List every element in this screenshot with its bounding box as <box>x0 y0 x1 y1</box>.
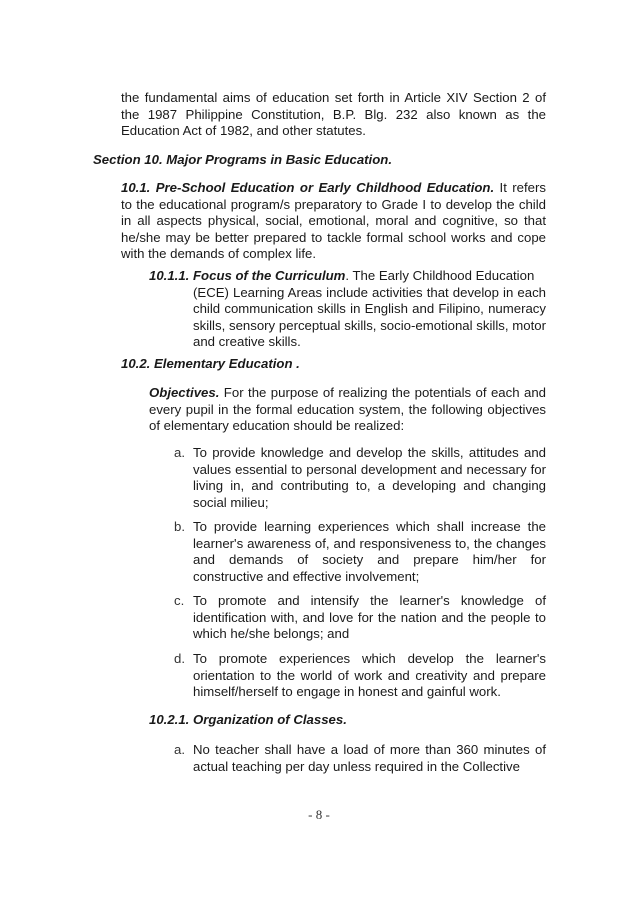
objective-item-text: To provide knowledge and develop the skills, attitudes and values essential to personal development and necessary for living in, and contributing to, a developing and changing social milieu; <box>193 445 546 510</box>
organization-item-label: a. <box>174 742 185 757</box>
section-10-1-heading: 10.1. Pre-School Education or Early Childhood Education. <box>121 180 495 195</box>
objective-item-c <box>174 593 546 643</box>
objective-item-d <box>174 651 546 701</box>
organization-item-a <box>174 742 546 775</box>
objective-item-label: d. <box>174 651 185 666</box>
objective-item-label: b. <box>174 519 185 534</box>
objectives-heading: Objectives. <box>149 385 220 400</box>
objectives-paragraph <box>149 385 546 435</box>
section-10-2-heading: 10.2. Elementary Education . <box>121 356 300 371</box>
section-10-1-1-text-rest: (ECE) Learning Areas include activities that develop in each child communication skills in English and Filipino, numeracy skills, sensory perceptual skills, socio-emotional skills, motor and creative skills. <box>193 284 546 349</box>
objective-item-label: a. <box>174 445 185 460</box>
section-10-1-1-text-first: . The Early Childhood Education <box>345 268 535 283</box>
section-10-1-1-paragraph <box>149 268 546 351</box>
intro-paragraph: the fundamental aims of education set forth in Article XIV Section 2 of the 1987 Philippine Constitution, B.P. Blg. 232 also known as the Education Act of 1982, and other statutes. <box>121 90 546 138</box>
objective-item-text: To promote experiences which develop the learner's orientation to the world of work and creativity and prepare himself/herself to engage in honest and gainful work. <box>193 651 546 699</box>
page-number: - 8 - <box>308 807 330 822</box>
section-10-1-text: It refers to the educational program/s preparatory to Grade I to develop the child in all aspects physical, social, emotional, moral and cognitive, so that he/she may be better prepared to tackle formal school works and cope with the demands of complex life. <box>121 180 546 261</box>
objective-item-b <box>174 519 546 585</box>
section-10-heading: Section 10. Major Programs in Basic Education. <box>93 152 392 167</box>
objective-item-label: c. <box>174 593 185 608</box>
section-10-1-paragraph <box>121 180 546 263</box>
objective-item-text: To provide learning experiences which shall increase the learner's awareness of, and responsiveness to, the changes and demands of society and prepare him/her for constructive and effective involvement; <box>193 519 546 584</box>
section-10-1-1-heading: 10.1.1. Focus of the Curriculum <box>149 268 346 283</box>
objectives-text: For the purpose of realizing the potentials of each and every pupil in the formal education system, the following objectives of elementary education should be realized: <box>149 385 546 433</box>
objective-item-text: To promote and intensify the learner's knowledge of identification with, and love for the nation and the people to which he/she belongs; and <box>193 593 546 641</box>
section-10-2-1-heading: 10.2.1. Organization of Classes. <box>149 712 347 727</box>
organization-item-text: No teacher shall have a load of more than 360 minutes of actual teaching per day unless required in the Collective <box>193 742 546 774</box>
objective-item-a <box>174 445 546 511</box>
